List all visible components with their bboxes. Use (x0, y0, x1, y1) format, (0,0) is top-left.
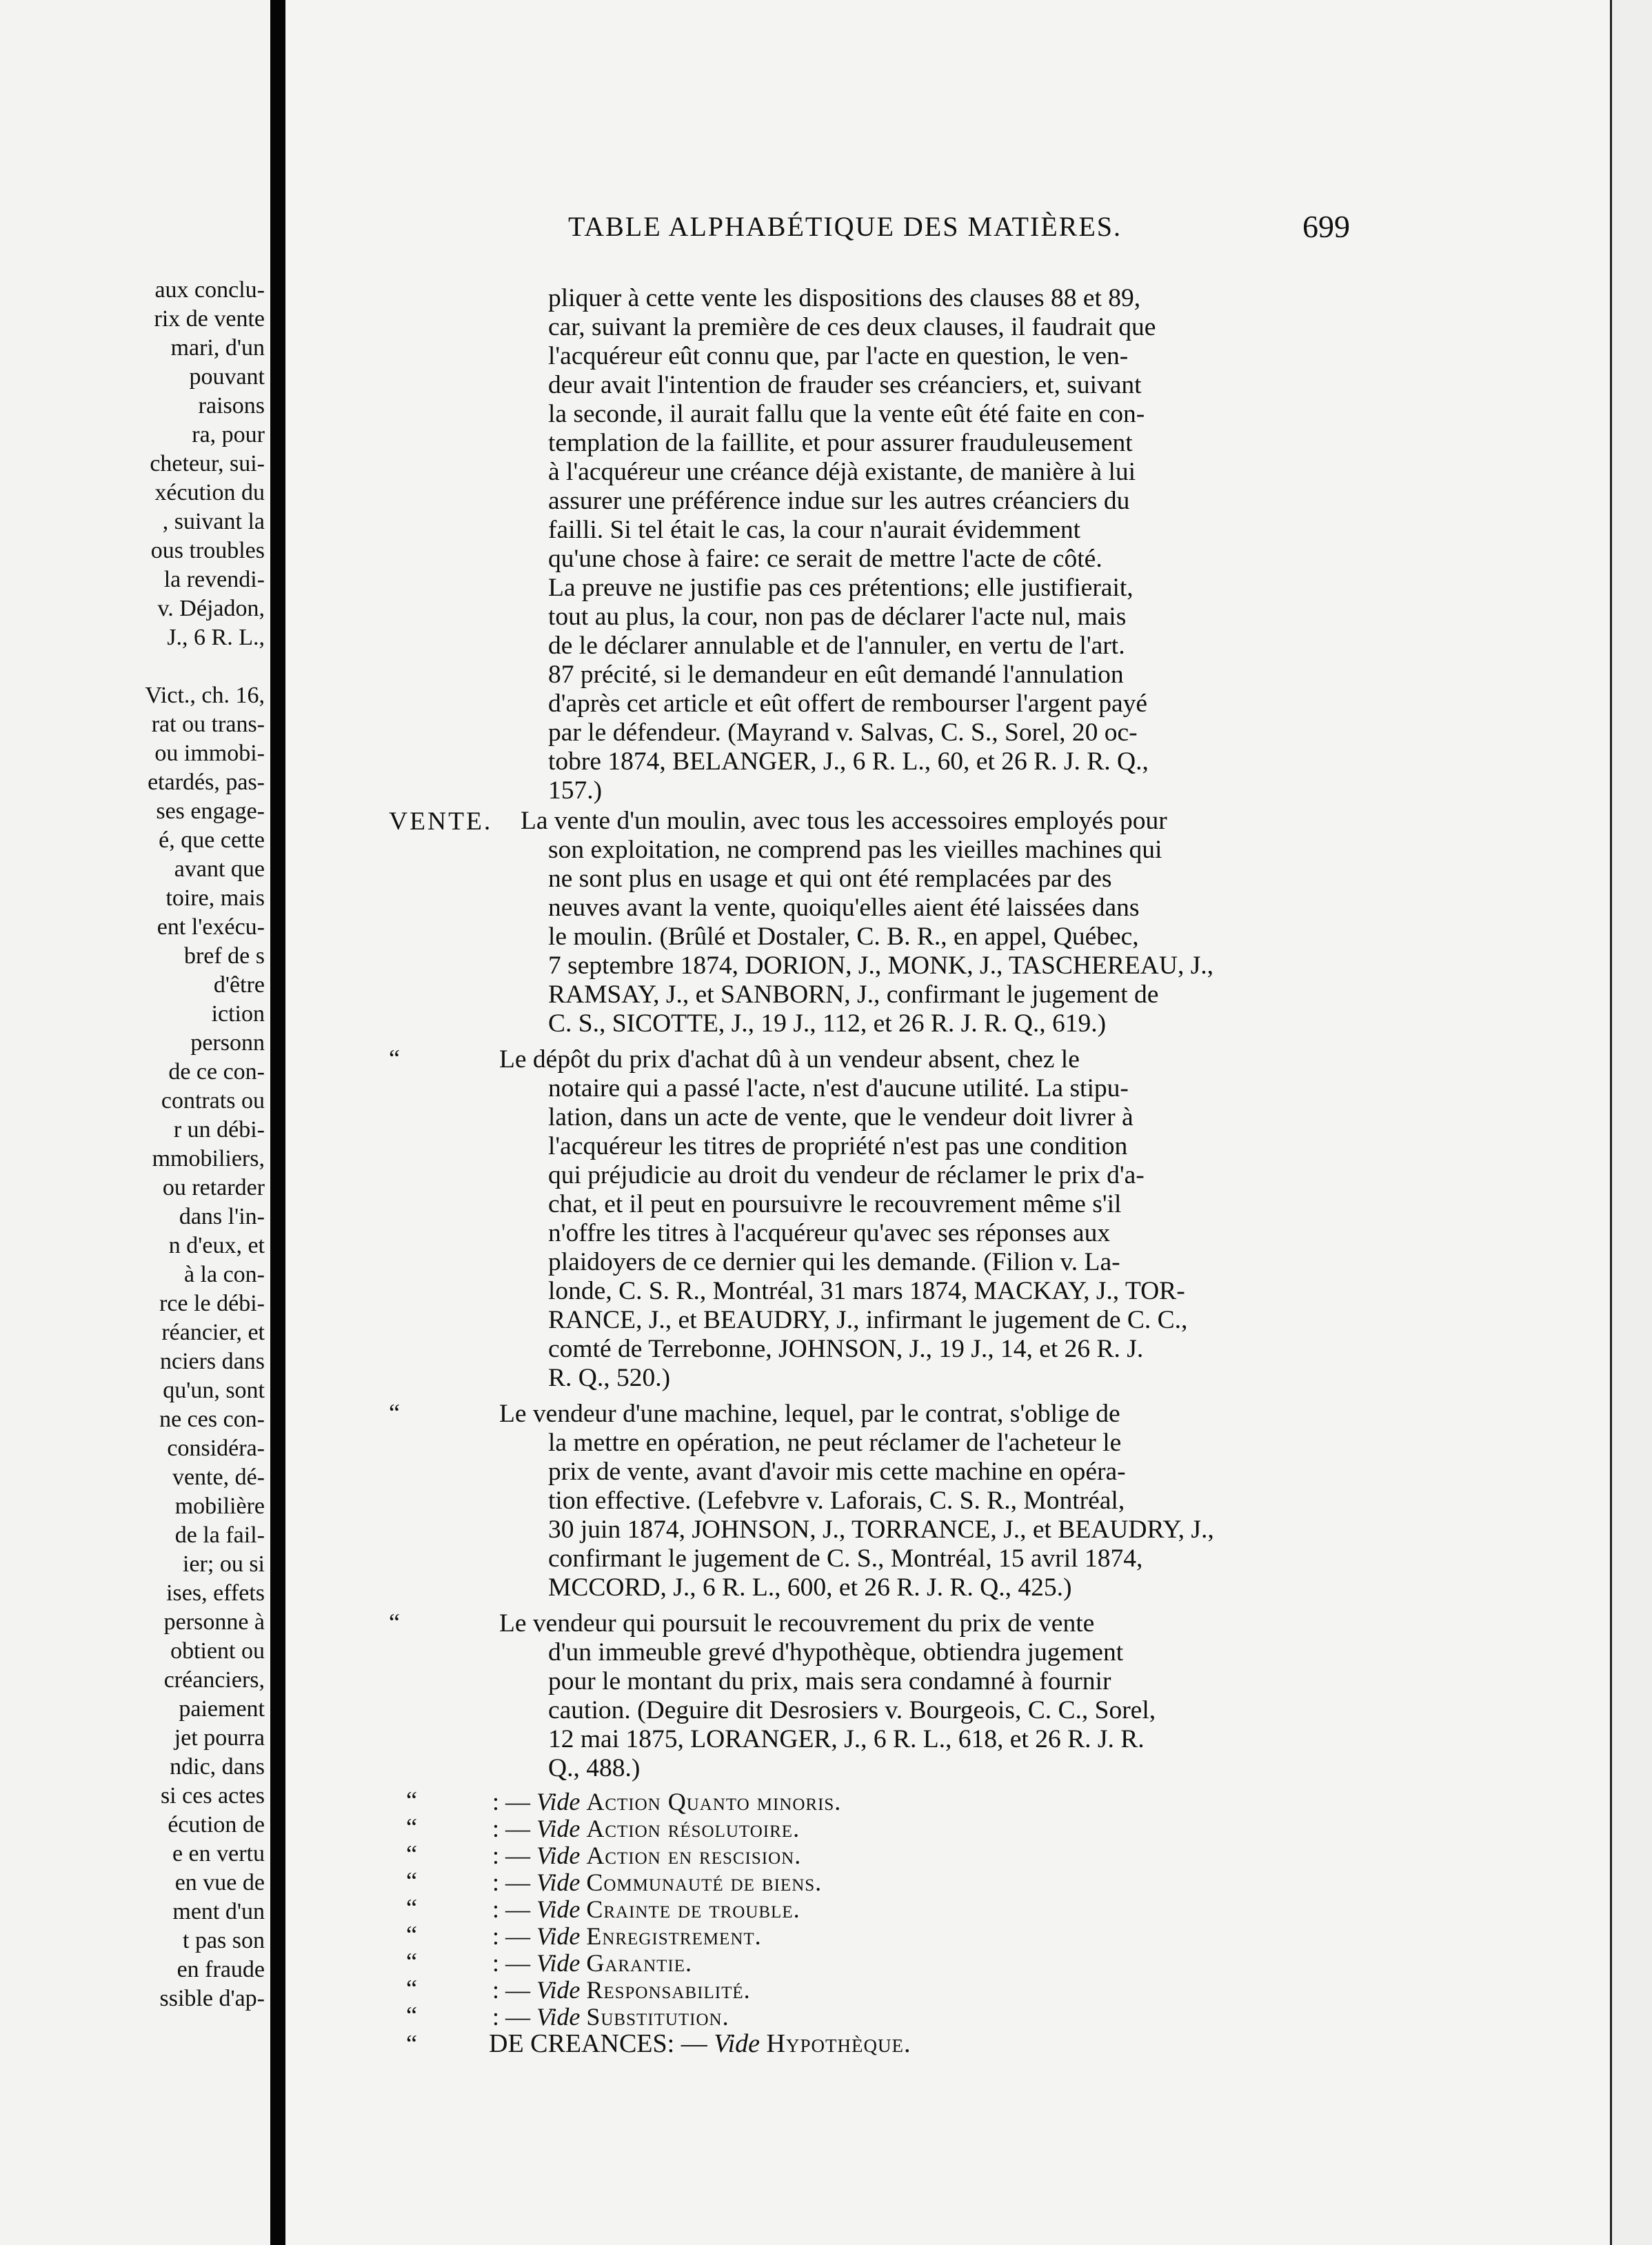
left-page-line: de ce con- (168, 1059, 265, 1085)
cross-reference-creances (489, 2029, 911, 2058)
left-page-line: personn (190, 1030, 265, 1056)
continuation-line: deur avait l'intention de frauder ses créanciers, et, suivant (548, 371, 1142, 399)
left-page-line: si ces actes (160, 1783, 265, 1809)
left-page-line: créanciers, (163, 1667, 265, 1693)
left-page-line: écution de (168, 1812, 265, 1838)
left-page-line: toire, mais (165, 885, 265, 911)
left-page-line: ou retarder (162, 1175, 265, 1200)
continuation-line: templation de la faillite, et pour assurer frauduleusement (548, 429, 1133, 457)
cross-reference (492, 1814, 800, 1843)
xref-prefix: : — (492, 2003, 537, 2031)
left-page-line: mari, d'un (170, 335, 265, 361)
continuation-line: tobre 1874, BELANGER, J., 6 R. L., 60, et 26 R. J. R. Q., (548, 747, 1149, 776)
entry-2-line: comté de Terrebonne, JOHNSON, J., 19 J., 14, et 26 R. J. (548, 1335, 1144, 1363)
entry-2-line: notaire qui a passé l'acte, n'est d'aucune utilité. La stipu- (548, 1074, 1129, 1103)
entry-line: son exploitation, ne comprend pas les vieilles machines qui (548, 836, 1162, 864)
entry-2-line: londe, C. S. R., Montréal, 31 mars 1874, MACKAY, J., TOR- (548, 1277, 1185, 1305)
cross-reference (492, 1841, 801, 1870)
left-page-line: qu'un, sont (163, 1378, 265, 1403)
xref-prefix: : — (492, 1842, 537, 1869)
vide-word: Vide (536, 1895, 581, 1923)
left-page-line: ra, pour (192, 422, 265, 447)
left-page-line: xécution du (154, 480, 265, 505)
cross-reference (492, 1922, 762, 1951)
entry-4-line: d'un immeuble grevé d'hypothèque, obtiendra jugement (548, 1638, 1124, 1667)
left-page-line: r un débi- (173, 1117, 265, 1142)
vide-word: Vide (536, 1976, 581, 2004)
left-page-line: ous troubles (150, 538, 265, 563)
continuation-line: assurer une préférence indue sur les autres créanciers du (548, 487, 1130, 515)
entry-3-line: tion effective. (Lefebvre v. Laforais, C. S. R., Montréal, (548, 1487, 1125, 1515)
entry-4-line: caution. (Deguire dit Desrosiers v. Bourgeois, C. C., Sorel, (548, 1696, 1156, 1724)
entry-line: le moulin. (Brûlé et Dostaler, C. B. R., en appel, Québec, (548, 923, 1139, 951)
left-page-line: Vict., ch. 16, (145, 683, 265, 708)
continuation-line: qu'une chose à faire: ce serait de mettre l'acte de côté. (548, 545, 1102, 573)
xref-target: Enregistrement. (586, 1922, 762, 1950)
left-page-line: ises, effets (166, 1580, 265, 1606)
entry-3-line: confirmant le jugement de C. S., Montréal, 15 avril 1874, (548, 1544, 1143, 1573)
continuation-line: pliquer à cette vente les dispositions des clauses 88 et 89, (548, 284, 1141, 312)
left-page-line: avant que (174, 856, 265, 882)
entry-3-line: 30 juin 1874, JOHNSON, J., TORRANCE, J., et BEAUDRY, J., (548, 1516, 1214, 1544)
entry-4-line: Q., 488.) (548, 1754, 641, 1782)
left-page-line: ndic, dans (170, 1754, 265, 1780)
left-page-line: n d'eux, et (168, 1233, 265, 1258)
xref-target: Action résolutoire. (586, 1815, 800, 1842)
left-page-line: ent l'exécu- (157, 914, 265, 940)
xref-target: Responsabilité. (586, 1976, 751, 2004)
xref-prefix: : — (492, 1815, 537, 1842)
continuation-line: La preuve ne justifie pas ces prétentions; elle justifierait, (548, 574, 1134, 602)
entry-2-line: Le dépôt du prix d'achat dû à un vendeur absent, chez le (499, 1045, 1080, 1074)
left-page-line: rce le débi- (159, 1291, 265, 1316)
right-page (285, 0, 1652, 2245)
ditto-mark: “ (389, 1045, 400, 1072)
left-page-line: rix de vente (154, 306, 265, 332)
entry-3-line: MCCORD, J., 6 R. L., 600, et 26 R. J. R. Q., 425.) (548, 1573, 1072, 1602)
entry-4-line: 12 mai 1875, LORANGER, J., 6 R. L., 618, et 26 R. J. R. (548, 1725, 1145, 1753)
entry-2-line: n'offre les titres à l'acquéreur qu'avec ses réponses aux (548, 1219, 1111, 1247)
xref-prefix: : — (492, 1949, 537, 1977)
ditto-mark: “ (389, 1609, 400, 1636)
left-page-line: contrats ou (161, 1088, 265, 1114)
entry-2-line: RANCE, J., et BEAUDRY, J., infirmant le jugement de C. C., (548, 1306, 1188, 1334)
left-page-line: rat ou trans- (151, 712, 265, 737)
left-page-line: réancier, et (161, 1320, 265, 1345)
left-page-line: mmobiliers, (152, 1146, 265, 1171)
vide-word: Vide (536, 1815, 581, 1842)
left-page-line: ier; ou si (183, 1551, 265, 1577)
left-page-line: considéra- (167, 1436, 265, 1461)
sub-label: DE CREANCES: (489, 2029, 675, 2058)
ditto-mark: “ (406, 1975, 417, 2002)
ditto-mark: “ (406, 1894, 417, 1922)
ditto-mark: “ (406, 1948, 417, 1975)
left-page-line: en vue de (174, 1870, 265, 1895)
left-page-line: jet pourra (174, 1725, 265, 1751)
left-page-line: ses engage- (156, 798, 265, 824)
xref-target: Communauté de biens. (586, 1869, 823, 1896)
entry-2-line: qui préjudicie au droit du vendeur de réclamer le prix d'a- (548, 1161, 1145, 1189)
left-page-line: mobilière (174, 1493, 265, 1519)
entry-line: C. S., SICOTTE, J., 19 J., 112, et 26 R. J. R. Q., 619.) (548, 1009, 1107, 1038)
ditto-mark: “ (389, 1399, 400, 1427)
entry-2-line: lation, dans un acte de vente, que le vendeur doit livrer à (548, 1103, 1134, 1131)
continuation-line: à l'acquéreur une créance déjà existante, de manière à lui (548, 458, 1136, 486)
cross-reference (492, 1895, 800, 1924)
left-page-line: paiement (179, 1696, 265, 1722)
entry-2-line: R. Q., 520.) (548, 1364, 671, 1392)
left-page-line: ne ces con- (159, 1407, 265, 1432)
cross-reference (492, 2002, 729, 2031)
left-page-line: vente, dé- (172, 1464, 265, 1490)
ditto-mark: “ (406, 2002, 417, 2029)
xref-prefix: : — (492, 1976, 537, 2004)
left-page-line: d'être (213, 972, 265, 998)
ditto-mark: “ (406, 1786, 417, 1814)
ditto-mark: “ (406, 1840, 417, 1868)
vide-word: Vide (536, 1869, 581, 1896)
left-page-line: la revendi- (163, 567, 265, 592)
entry-4-line: pour le montant du prix, mais sera condamné à fournir (548, 1667, 1111, 1695)
left-page-line: raisons (198, 393, 265, 419)
left-page-line: iction (211, 1001, 265, 1027)
xref-prefix: : — (492, 1922, 537, 1950)
left-page-line: cheteur, sui- (150, 451, 265, 476)
page-gutter (270, 0, 285, 2245)
continuation-line: l'acquéreur eût connu que, par l'acte en question, le ven- (548, 342, 1129, 370)
left-page-line: , suivant la (162, 509, 265, 534)
continuation-line: failli. Si tel était le cas, la cour n'aurait évidemment (548, 516, 1081, 544)
entry-line: La vente d'un moulin, avec tous les accessoires employés pour (521, 807, 1167, 835)
left-page-line: en fraude (177, 1957, 265, 1982)
vide-word: Vide (536, 1842, 581, 1869)
ditto-mark: “ (406, 1921, 417, 1949)
headword-vente: VENTE. (389, 807, 493, 836)
entry-2-line: l'acquéreur les titres de propriété n'est pas une condition (548, 1132, 1128, 1160)
left-page-line: e en vertu (172, 1841, 265, 1866)
entry-2-line: plaidoyers de ce dernier qui les demande. (Filion v. La- (548, 1248, 1120, 1276)
continuation-line: car, suivant la première de ces deux clauses, il faudrait que (548, 313, 1156, 341)
entry-line: RAMSAY, J., et SANBORN, J., confirmant le jugement de (548, 980, 1159, 1009)
left-page-line: ssible d'ap- (159, 1986, 265, 2011)
ditto-mark: “ (406, 1867, 417, 1895)
vide-word: Vide (536, 1788, 581, 1815)
xref-prefix: — (674, 2029, 714, 2058)
ditto-mark: “ (406, 1813, 417, 1841)
xref-target: Crainte de trouble. (586, 1895, 800, 1923)
left-page-line: é, que cette (159, 827, 265, 853)
continuation-line: la seconde, il aurait fallu que la vente eût été faite en con- (548, 400, 1145, 428)
left-page-line: de la fail- (174, 1522, 265, 1548)
entry-3-line: prix de vente, avant d'avoir mis cette machine en opéra- (548, 1458, 1126, 1486)
entry-3-line: Le vendeur d'une machine, lequel, par le contrat, s'oblige de (499, 1400, 1120, 1428)
page-number: 699 (1302, 209, 1350, 244)
left-page-line: bref de s (183, 943, 265, 969)
running-head: TABLE ALPHABÉTIQUE DES MATIÈRES. (568, 211, 1122, 242)
cross-reference (492, 1787, 841, 1816)
entry-line: 7 septembre 1874, DORION, J., MONK, J., TASCHEREAU, J., (548, 952, 1214, 980)
left-page-line: etardés, pas- (148, 769, 265, 795)
xref-prefix: : — (492, 1869, 537, 1896)
left-page-line: pouvant (189, 364, 265, 390)
left-page-line: ment d'un (172, 1899, 265, 1924)
vide-word: Vide (536, 1949, 581, 1977)
vide-word: Vide (714, 2029, 760, 2058)
cross-reference (492, 1975, 751, 2004)
continuation-line: tout au plus, la cour, non pas de déclarer l'acte nul, mais (548, 603, 1127, 631)
left-page-line: v. Déjadon, (157, 596, 265, 621)
left-page-line: à la con- (183, 1262, 265, 1287)
ditto-mark: “ (406, 2030, 417, 2057)
left-page-line: t pas son (183, 1928, 265, 1953)
entry-line: neuves avant la vente, quoiqu'elles aient été laissées dans (548, 894, 1140, 922)
left-page-line: J., 6 R. L., (167, 625, 265, 650)
cross-reference (492, 1868, 822, 1897)
vide-word: Vide (536, 2003, 581, 2031)
xref-prefix: : — (492, 1895, 537, 1923)
xref-target: Action en rescision. (586, 1842, 802, 1869)
left-page-line: aux conclu- (154, 277, 265, 303)
xref-target: Hypothèque. (766, 2029, 911, 2058)
left-page-line: personne à (163, 1609, 265, 1635)
entry-4-line: Le vendeur qui poursuit le recouvrement du prix de vente (499, 1609, 1095, 1638)
continuation-line: par le défendeur. (Mayrand v. Salvas, C. S., Sorel, 20 oc- (548, 718, 1138, 747)
xref-prefix: : — (492, 1788, 537, 1815)
xref-target: Substitution. (586, 2003, 729, 2031)
right-page-edge (1610, 0, 1652, 2245)
cross-reference (492, 1949, 692, 1977)
entry-3-line: la mettre en opération, ne peut réclamer de l'acheteur le (548, 1429, 1122, 1457)
continuation-line: 87 précité, si le demandeur en eût demandé l'annulation (548, 661, 1124, 689)
vide-word: Vide (536, 1922, 581, 1950)
xref-target: Action Quanto minoris. (586, 1788, 842, 1815)
left-page-line: obtient ou (170, 1638, 265, 1664)
left-page (0, 0, 270, 2245)
continuation-line: d'après cet article et eût offert de rembourser l'argent payé (548, 689, 1148, 718)
left-page-line: ou immobi- (154, 741, 265, 766)
continuation-line: 157.) (548, 776, 603, 805)
continuation-line: de le déclarer annulable et de l'annuler, en vertu de l'art. (548, 632, 1125, 660)
entry-line: ne sont plus en usage et qui ont été remplacées par des (548, 865, 1112, 893)
entry-2-line: chat, et il peut en poursuivre le recouvrement même s'il (548, 1190, 1122, 1218)
left-page-line: dans l'in- (179, 1204, 265, 1229)
left-page-line: nciers dans (159, 1349, 265, 1374)
xref-target: Garantie. (586, 1949, 693, 1977)
